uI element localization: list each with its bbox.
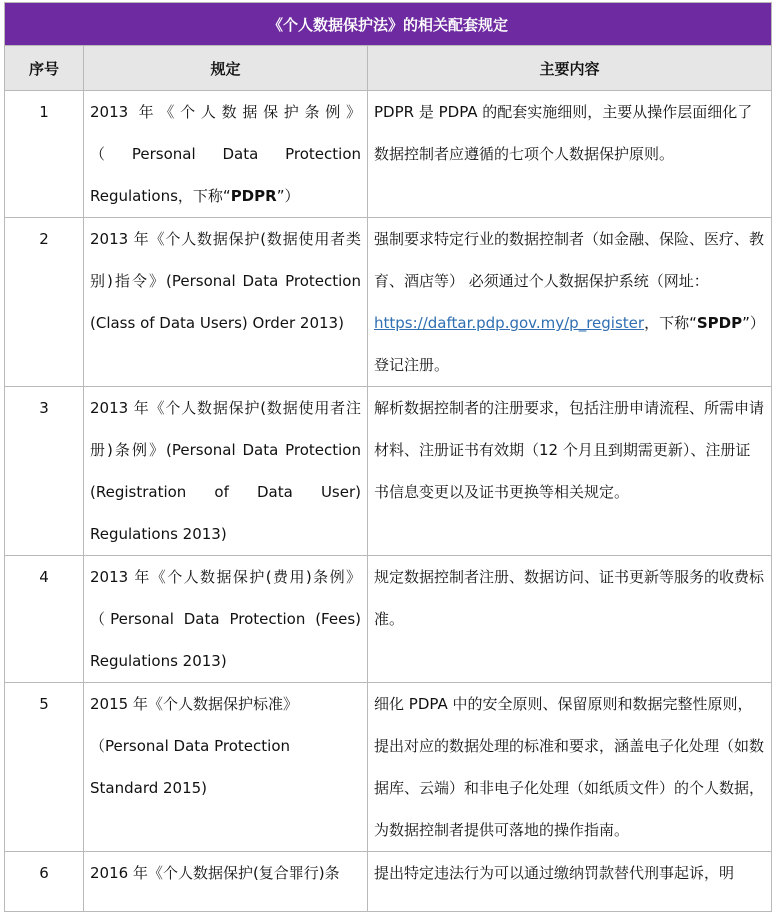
content-text: ，下称“	[644, 314, 697, 332]
header-num: 序号	[5, 46, 84, 91]
content-cell: 规定数据控制者注册、数据访问、证书更新等服务的收费标准。	[368, 556, 772, 683]
content-cell: 提出特定违法行为可以通过缴纳罚款替代刑事起诉，明	[368, 852, 772, 912]
content-cell: 细化 PDPA 中的安全原则、保留原则和数据完整性原则，提出对应的数据处理的标准和要求，涵盖电子化处理（如数据库、云端）和非电子化处理（如纸质文件）的个人数据，为数据控制者提供可落地的操作指南。	[368, 683, 772, 852]
table-row	[5, 683, 772, 852]
table-row	[5, 387, 772, 556]
rule-text: （Personal Data Protection	[90, 737, 291, 755]
table-row	[5, 218, 772, 387]
content-text: ”）登记注册。	[374, 314, 765, 374]
row-number: 4	[5, 556, 84, 683]
rule-text: 2013 年《个人数据保护条例》	[90, 103, 361, 121]
regulations-table	[4, 2, 772, 912]
row-number: 2	[5, 218, 84, 387]
table-title: 《个人数据保护法》的相关配套规定	[5, 3, 772, 46]
rule-text: Regulations，下称“	[90, 187, 231, 205]
rule-cell	[84, 91, 368, 218]
rule-cell	[84, 683, 368, 852]
content-text: 强制要求特定行业的数据控制者（如金融、保险、医疗、教育、酒店等） 必须通过个人数据保护系统（网址：	[374, 230, 765, 290]
rule-cell: 2013 年《个人数据保护(数据使用者类别)指令》(Personal Data Protection (Class of Data Users) Order 2013)	[84, 218, 368, 387]
content-cell: PDPR 是 PDPA 的配套实施细则，主要从操作层面细化了数据控制者应遵循的七项个人数据保护原则。	[368, 91, 772, 218]
abbreviation: SPDP	[696, 314, 743, 332]
row-number: 1	[5, 91, 84, 218]
rule-cell: 2013 年《个人数据保护(费用)条例》（Personal Data Protection (Fees) Regulations 2013)	[84, 556, 368, 683]
rule-text: Standard 2015)	[90, 779, 208, 797]
content-cell	[368, 218, 772, 387]
abbreviation: PDPR	[230, 187, 277, 205]
header-content: 主要内容	[368, 46, 772, 91]
row-number: 5	[5, 683, 84, 852]
header-rule: 规定	[84, 46, 368, 91]
rule-text: ”）	[276, 187, 300, 205]
table-row	[5, 556, 772, 683]
rule-cell: 2013 年《个人数据保护(数据使用者注册)条例》(Personal Data Protection (Registration of Data User) Regulations 2013)	[84, 387, 368, 556]
rule-text	[90, 175, 361, 217]
row-number: 3	[5, 387, 84, 556]
table-row	[5, 852, 772, 912]
rule-text: （ Personal Data Protection	[90, 145, 361, 163]
row-number: 6	[5, 852, 84, 912]
rule-cell: 2016 年《个人数据保护(复合罪行)条	[84, 852, 368, 912]
table-row	[5, 91, 772, 218]
content-cell: 解析数据控制者的注册要求，包括注册申请流程、所需申请材料、注册证书有效期（12 个月且到期需更新）、注册证书信息变更以及证书更换等相关规定。	[368, 387, 772, 556]
rule-text: 2015 年《个人数据保护标准》	[90, 695, 298, 713]
register-link[interactable]: https://daftar.pdp.gov.my/p_register	[374, 314, 645, 332]
